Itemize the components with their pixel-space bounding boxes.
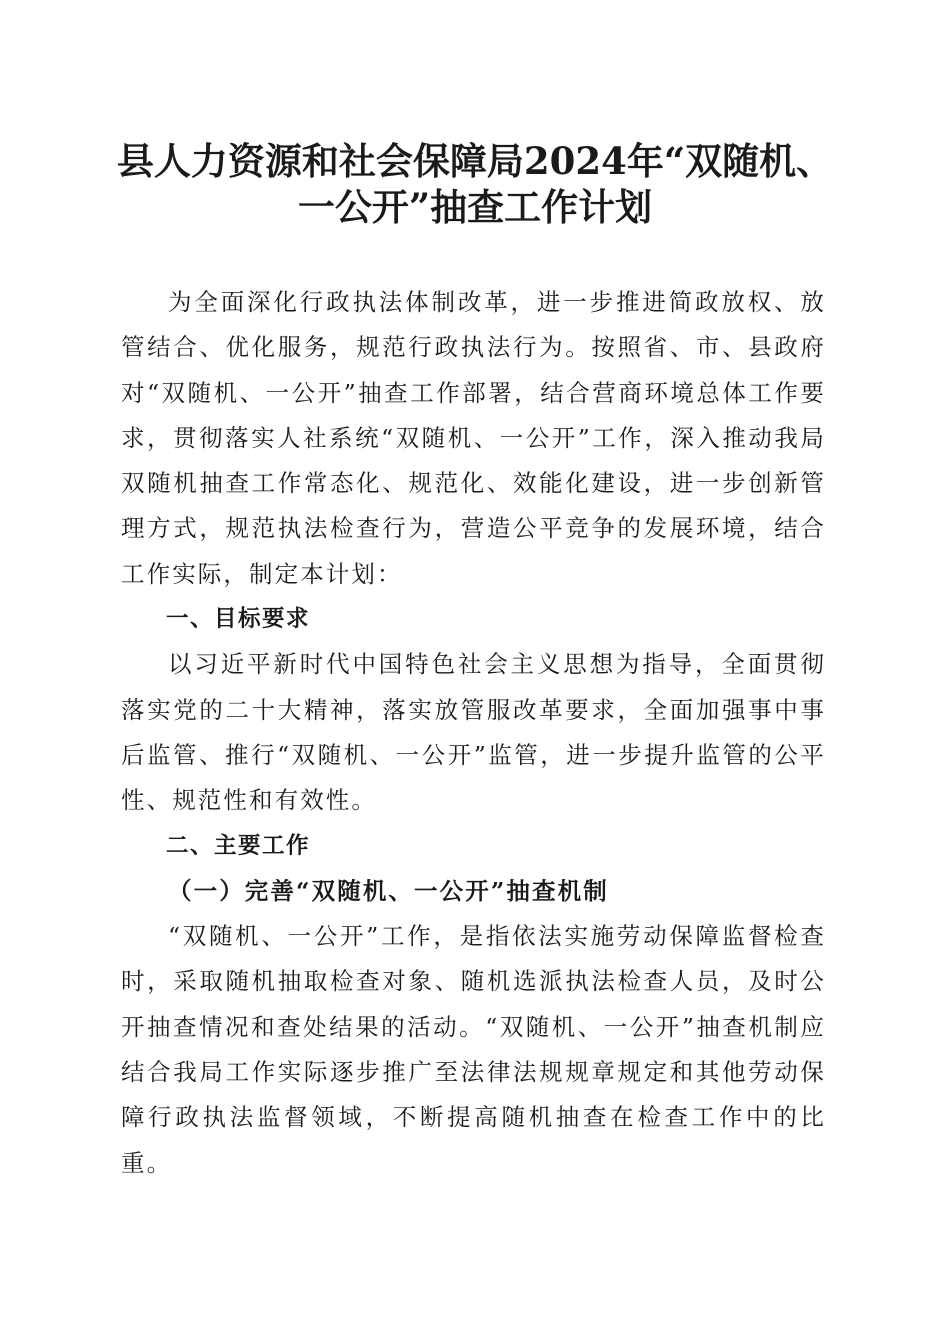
document-body [121, 280, 826, 1186]
intro-paragraph: 为全面深化行政执法体制改革，进一步推进简政放权、放管结合、优化服务，规范行政执法行为。按照省、市、县政府对“双随机、一公开”抽查工作部署，结合营商环境总体工作要求，贯彻落实人社系统“双随机、一公开”工作，深入推动我局双随机抽查工作常态化、规范化、效能化建设，进一步创新管理方式，规范执法检查行为，营造公平竞争的发展环境，结合工作实际，制定本计划： [121, 288, 826, 588]
section-heading-goals: 一、目标要求 [166, 606, 311, 633]
document-title [100, 138, 850, 230]
section-heading-main-work: 二、主要工作 [166, 832, 311, 859]
subsection-heading-mechanism: （一）完善“双随机、一公开”抽查机制 [168, 876, 609, 905]
title-line-1: 县人力资源和社会保障局2024年“双随机、 [116, 139, 834, 183]
title-line-2: 一公开”抽查工作计划 [297, 185, 653, 229]
goals-paragraph: 以习近平新时代中国特色社会主义思想为指导，全面贯彻落实党的二十大精神，落实放管服改革要求，全面加强事中事后监管、推行“双随机、一公开”监管，进一步提升监管的公平性、规范性和有效性。 [121, 650, 826, 815]
mechanism-paragraph: “双随机、一公开”工作，是指依法实施劳动保障监督检查时，采取随机抽取检查对象、随机选派执法检查人员，及时公开抽查情况和查处结果的活动。“双随机、一公开”抽查机制应结合我局工作实际逐步推广至法律法规规章规定和其他劳动保障行政执法监督领域，不断提高随机抽查在检查工作中的比重。 [121, 922, 826, 1177]
